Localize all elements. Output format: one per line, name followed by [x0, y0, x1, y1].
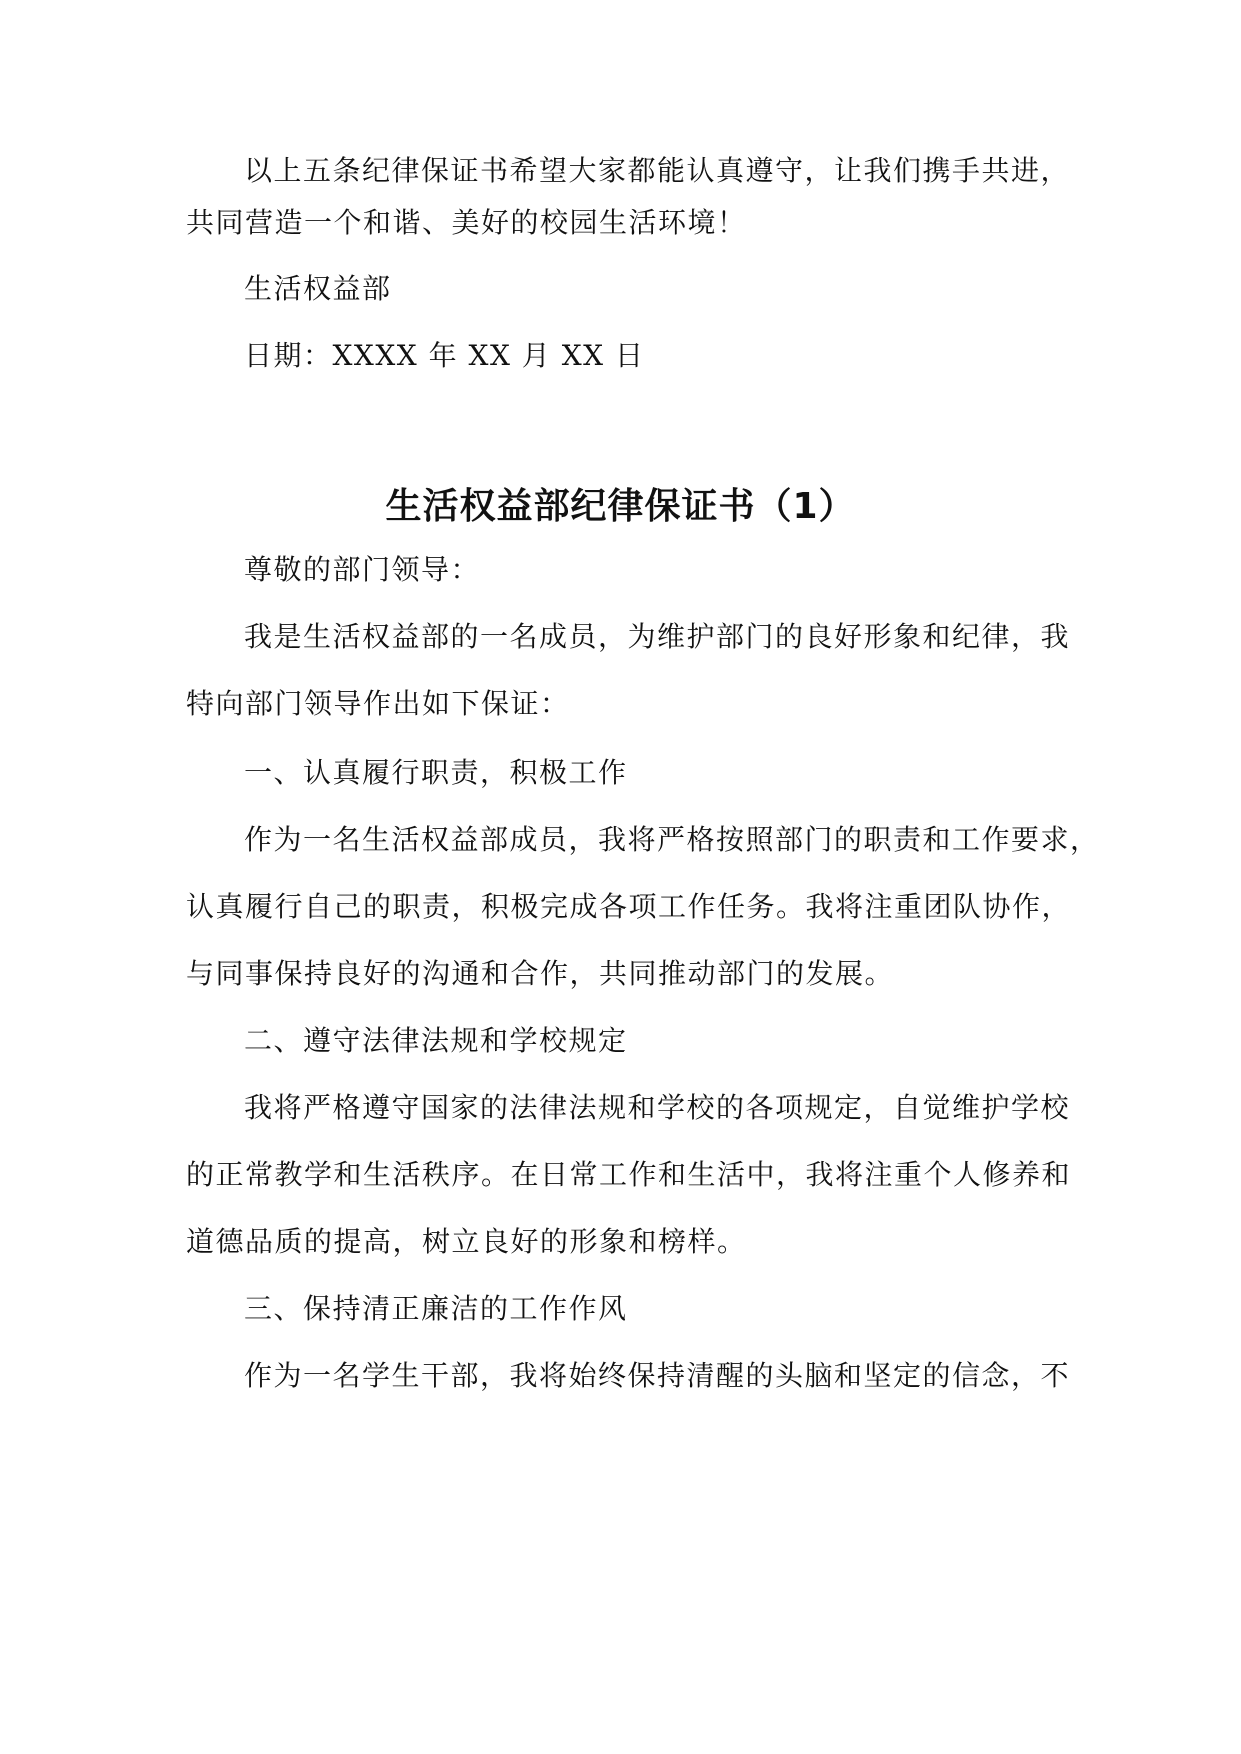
section-2-line-2: 的正常教学和生活秩序。在日常工作和生活中，我将注重个人修养和 — [186, 1158, 1072, 1191]
closing-line-1: 以上五条纪律保证书希望大家都能认真遵守，让我们携手共进， — [244, 154, 1071, 187]
section-1-heading: 一、认真履行职责，积极工作 — [244, 756, 628, 789]
date-line: 日期：XXXX 年 XX 月 XX 日 — [244, 339, 645, 372]
section-1-line-2: 认真履行自己的职责，积极完成各项工作任务。我将注重团队协作， — [186, 890, 1072, 923]
signature: 生活权益部 — [244, 272, 392, 305]
section-1-line-1: 作为一名生活权益部成员，我将严格按照部门的职责和工作要求， — [244, 823, 1100, 856]
section-1-line-3: 与同事保持良好的沟通和合作，共同推动部门的发展。 — [186, 957, 895, 990]
section-2-line-1: 我将严格遵守国家的法律法规和学校的各项规定，自觉维护学校 — [244, 1091, 1071, 1124]
closing-line-2: 共同营造一个和谐、美好的校园生活环境！ — [186, 206, 747, 239]
section-2-heading: 二、遵守法律法规和学校规定 — [244, 1024, 628, 1057]
document-title: 生活权益部纪律保证书（1） — [385, 486, 856, 527]
section-3-heading: 三、保持清正廉洁的工作作风 — [244, 1292, 628, 1325]
salutation: 尊敬的部门领导： — [244, 553, 481, 586]
intro-line-1: 我是生活权益部的一名成员，为维护部门的良好形象和纪律，我 — [244, 620, 1071, 653]
section-2-line-3: 道德品质的提高，树立良好的形象和榜样。 — [186, 1225, 747, 1258]
section-3-line-1: 作为一名学生干部，我将始终保持清醒的头脑和坚定的信念，不 — [244, 1359, 1071, 1392]
intro-line-2: 特向部门领导作出如下保证： — [186, 687, 570, 720]
